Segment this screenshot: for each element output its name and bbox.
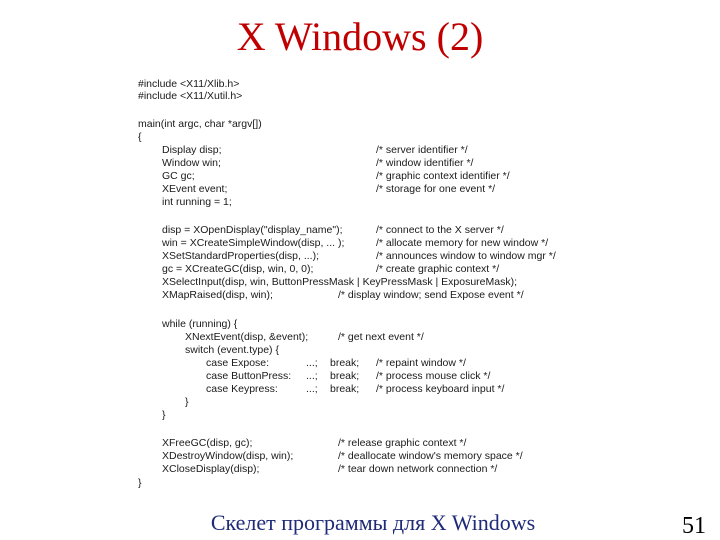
code-line-decl-event: XEvent event; [162,183,228,195]
code-line-while: while (running) { [162,318,238,330]
code-line-case-keypress-body: ...; [306,383,318,395]
code-line-case-expose: case Expose: [206,357,270,369]
code-line-case-buttonpress-break: break; [330,370,360,382]
code-line-open-display: disp = XOpenDisplay("display_name"); [162,224,343,236]
code-line-close-switch: } [185,396,189,408]
code-line-case-expose-body: ...; [306,357,318,369]
code-line-close-while: } [162,409,166,421]
code-comment-map-raised: /* display window; send Expose event */ [338,289,524,301]
code-comment-decl-win: /* window identifier */ [376,157,474,169]
code-listing [138,78,588,490]
code-comment-destroy-window: /* deallocate window's memory space */ [338,450,523,462]
code-line-case-keypress-break: break; [330,383,360,395]
code-line-create-window: win = XCreateSimpleWindow(disp, ... ); [162,237,345,249]
slide-caption: Скелет программы для X Windows [210,510,536,535]
code-comment-decl-event: /* storage for one event */ [376,183,496,195]
code-comment-decl-gc: /* graphic context identifier */ [376,170,510,182]
code-line-case-buttonpress-body: ...; [306,370,318,382]
code-line-create-gc: gc = XCreateGC(disp, win, 0, 0); [162,263,314,275]
code-comment-case-buttonpress: /* process mouse click */ [376,370,491,382]
code-line-switch: switch (event.type) { [185,344,279,356]
code-line-open-brace: { [138,131,142,143]
code-line-decl-win: Window win; [162,157,221,169]
code-line-map-raised: XMapRaised(disp, win); [162,289,273,301]
code-comment-next-event: /* get next event */ [338,331,424,343]
code-comment-set-properties: /* announces window to window mgr */ [376,250,556,262]
code-line-set-properties: XSetStandardProperties(disp, ...); [162,250,319,262]
code-line-case-keypress: case Keypress: [206,383,278,395]
code-comment-create-window: /* allocate memory for new window */ [376,237,549,249]
code-line-main-signature: main(int argc, char *argv[]) [138,118,262,130]
code-line-destroy-window: XDestroyWindow(disp, win); [162,450,294,462]
code-comment-decl-disp: /* server identifier */ [376,144,468,156]
code-line-free-gc: XFreeGC(disp, gc); [162,437,253,449]
code-line-include-xutil: #include <X11/Xutil.h> [138,90,243,102]
code-comment-case-expose: /* repaint window */ [376,357,466,369]
code-line-close-display: XCloseDisplay(disp); [162,463,260,475]
slide-title: X Windows (2) [236,14,484,59]
code-line-close-brace: } [138,477,142,489]
code-line-decl-running: int running = 1; [162,196,232,208]
code-comment-free-gc: /* release graphic context */ [338,437,467,449]
code-line-decl-disp: Display disp; [162,144,222,156]
code-line-next-event: XNextEvent(disp, &event); [185,331,309,343]
code-comment-close-display: /* tear down network connection */ [338,463,498,475]
code-line-case-expose-break: break; [330,357,360,369]
code-line-case-buttonpress: case ButtonPress: [206,370,292,382]
code-line-decl-gc: GC gc; [162,170,195,182]
page-number: 51 [682,513,706,539]
code-comment-create-gc: /* create graphic context */ [376,263,500,275]
code-comment-open-display: /* connect to the X server */ [376,224,504,236]
code-comment-case-keypress: /* process keyboard input */ [376,383,505,395]
code-line-select-input: XSelectInput(disp, win, ButtonPressMask | KeyPressMask | ExposureMask); [162,276,518,288]
code-line-include-xlib: #include <X11/Xlib.h> [138,78,240,90]
